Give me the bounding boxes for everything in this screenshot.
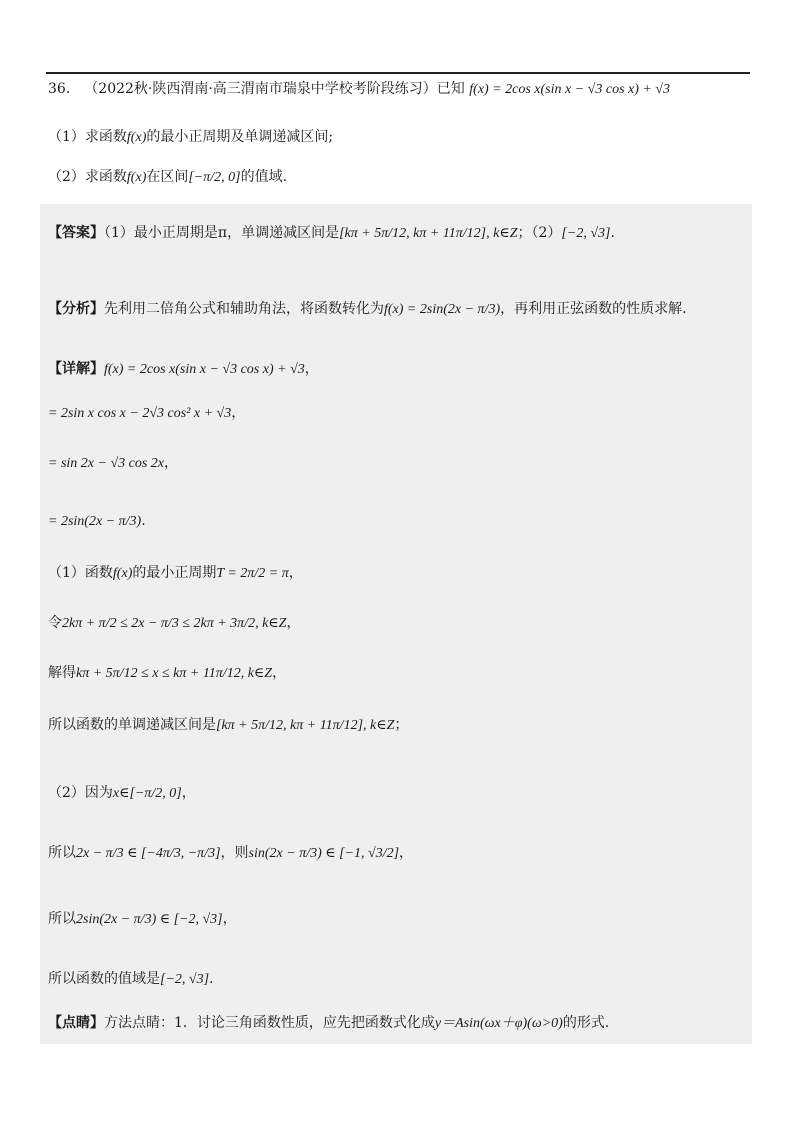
detail-inequality: 令2kπ + π/2 ≤ 2x − π/3 ≤ 2kπ + 3π/2, k∈Z， bbox=[48, 615, 301, 631]
detail-line-3: = 2sin(2x − π/3). bbox=[48, 513, 146, 529]
detail-label: 【详解】 bbox=[48, 361, 104, 377]
analysis-label: 【分析】 bbox=[48, 301, 104, 317]
detail-decreasing: 所以函数的单调递减区间是[kπ + 5π/12, kπ + 11π/12], k∈Z； bbox=[48, 717, 409, 733]
detail-line-2: = sin 2x − √3 cos 2x， bbox=[48, 455, 179, 471]
detail-part2-given: （2）因为x∈[−π/2, 0]， bbox=[48, 785, 196, 801]
detail-period: （1）函数f(x)的最小正周期T = 2π/2 = π， bbox=[48, 565, 303, 581]
given-formula: f(x) = 2cos x(sin x − √3 cos x) + √3 bbox=[469, 82, 671, 97]
answer-interval: [kπ + 5π/12, kπ + 11π/12], k∈Z bbox=[339, 226, 518, 241]
header-rule bbox=[46, 72, 750, 74]
question-part2: （2）求函数f(x)在区间[−π/2, 0]的值域. bbox=[48, 169, 288, 185]
question-part1: （1）求函数f(x)的最小正周期及单调递减区间; bbox=[48, 129, 334, 145]
question-source: （2022秋·陕西渭南·高三渭南市瑞泉中学校考阶段练习）已知 bbox=[84, 81, 465, 97]
part2-interval: [−π/2, 0] bbox=[188, 170, 241, 185]
comment-label: 【点睛】 bbox=[48, 1015, 104, 1031]
analysis-line: 【分析】先利用二倍角公式和辅助角法，将函数转化为f(x) = 2sin(2x − π/3)，再利用正弦函数的性质求解. bbox=[48, 301, 687, 317]
analysis-formula: f(x) = 2sin(2x − π/3) bbox=[384, 302, 501, 317]
suoyi-text: 所以 bbox=[48, 911, 76, 927]
detail-solution: 解得kπ + 5π/12 ≤ x ≤ kπ + 11π/12, k∈Z， bbox=[48, 665, 287, 681]
answer-range: [−2, √3] bbox=[561, 226, 611, 241]
answer-line: 【答案】（1）最小正周期是π，单调递减区间是[kπ + 5π/12, kπ + 11π/12], k∈Z；（2）[−2, √3]. bbox=[48, 225, 615, 241]
detail-func-range: 所以2sin(2x − π/3) ∈ [−2, √3]， bbox=[48, 911, 237, 927]
detail-line-0: 【详解】f(x) = 2cos x(sin x − √3 cos x) + √3， bbox=[48, 361, 319, 377]
detail-final-range: 所以函数的值域是[−2, √3]. bbox=[48, 971, 214, 987]
detail-line-1: = 2sin x cos x − 2√3 cos² x + √3， bbox=[48, 405, 246, 421]
part1-func: f(x) bbox=[126, 130, 147, 145]
answer-label: 【答案】 bbox=[48, 225, 104, 241]
comment-line: 【点睛】方法点睛：1．讨论三角函数性质，应先把函数式化成y＝Asin(ωx＋φ)(ω>0)的形式. bbox=[48, 1015, 610, 1031]
question-number: 36． bbox=[48, 81, 80, 97]
question-line bbox=[48, 78, 670, 101]
detail-arg-range: 所以2x − π/3 ∈ [−4π/3, −π/3]，则sin(2x − π/3) ∈ [−1, √3/2]， bbox=[48, 845, 414, 861]
part2-func: f(x) bbox=[126, 170, 147, 185]
